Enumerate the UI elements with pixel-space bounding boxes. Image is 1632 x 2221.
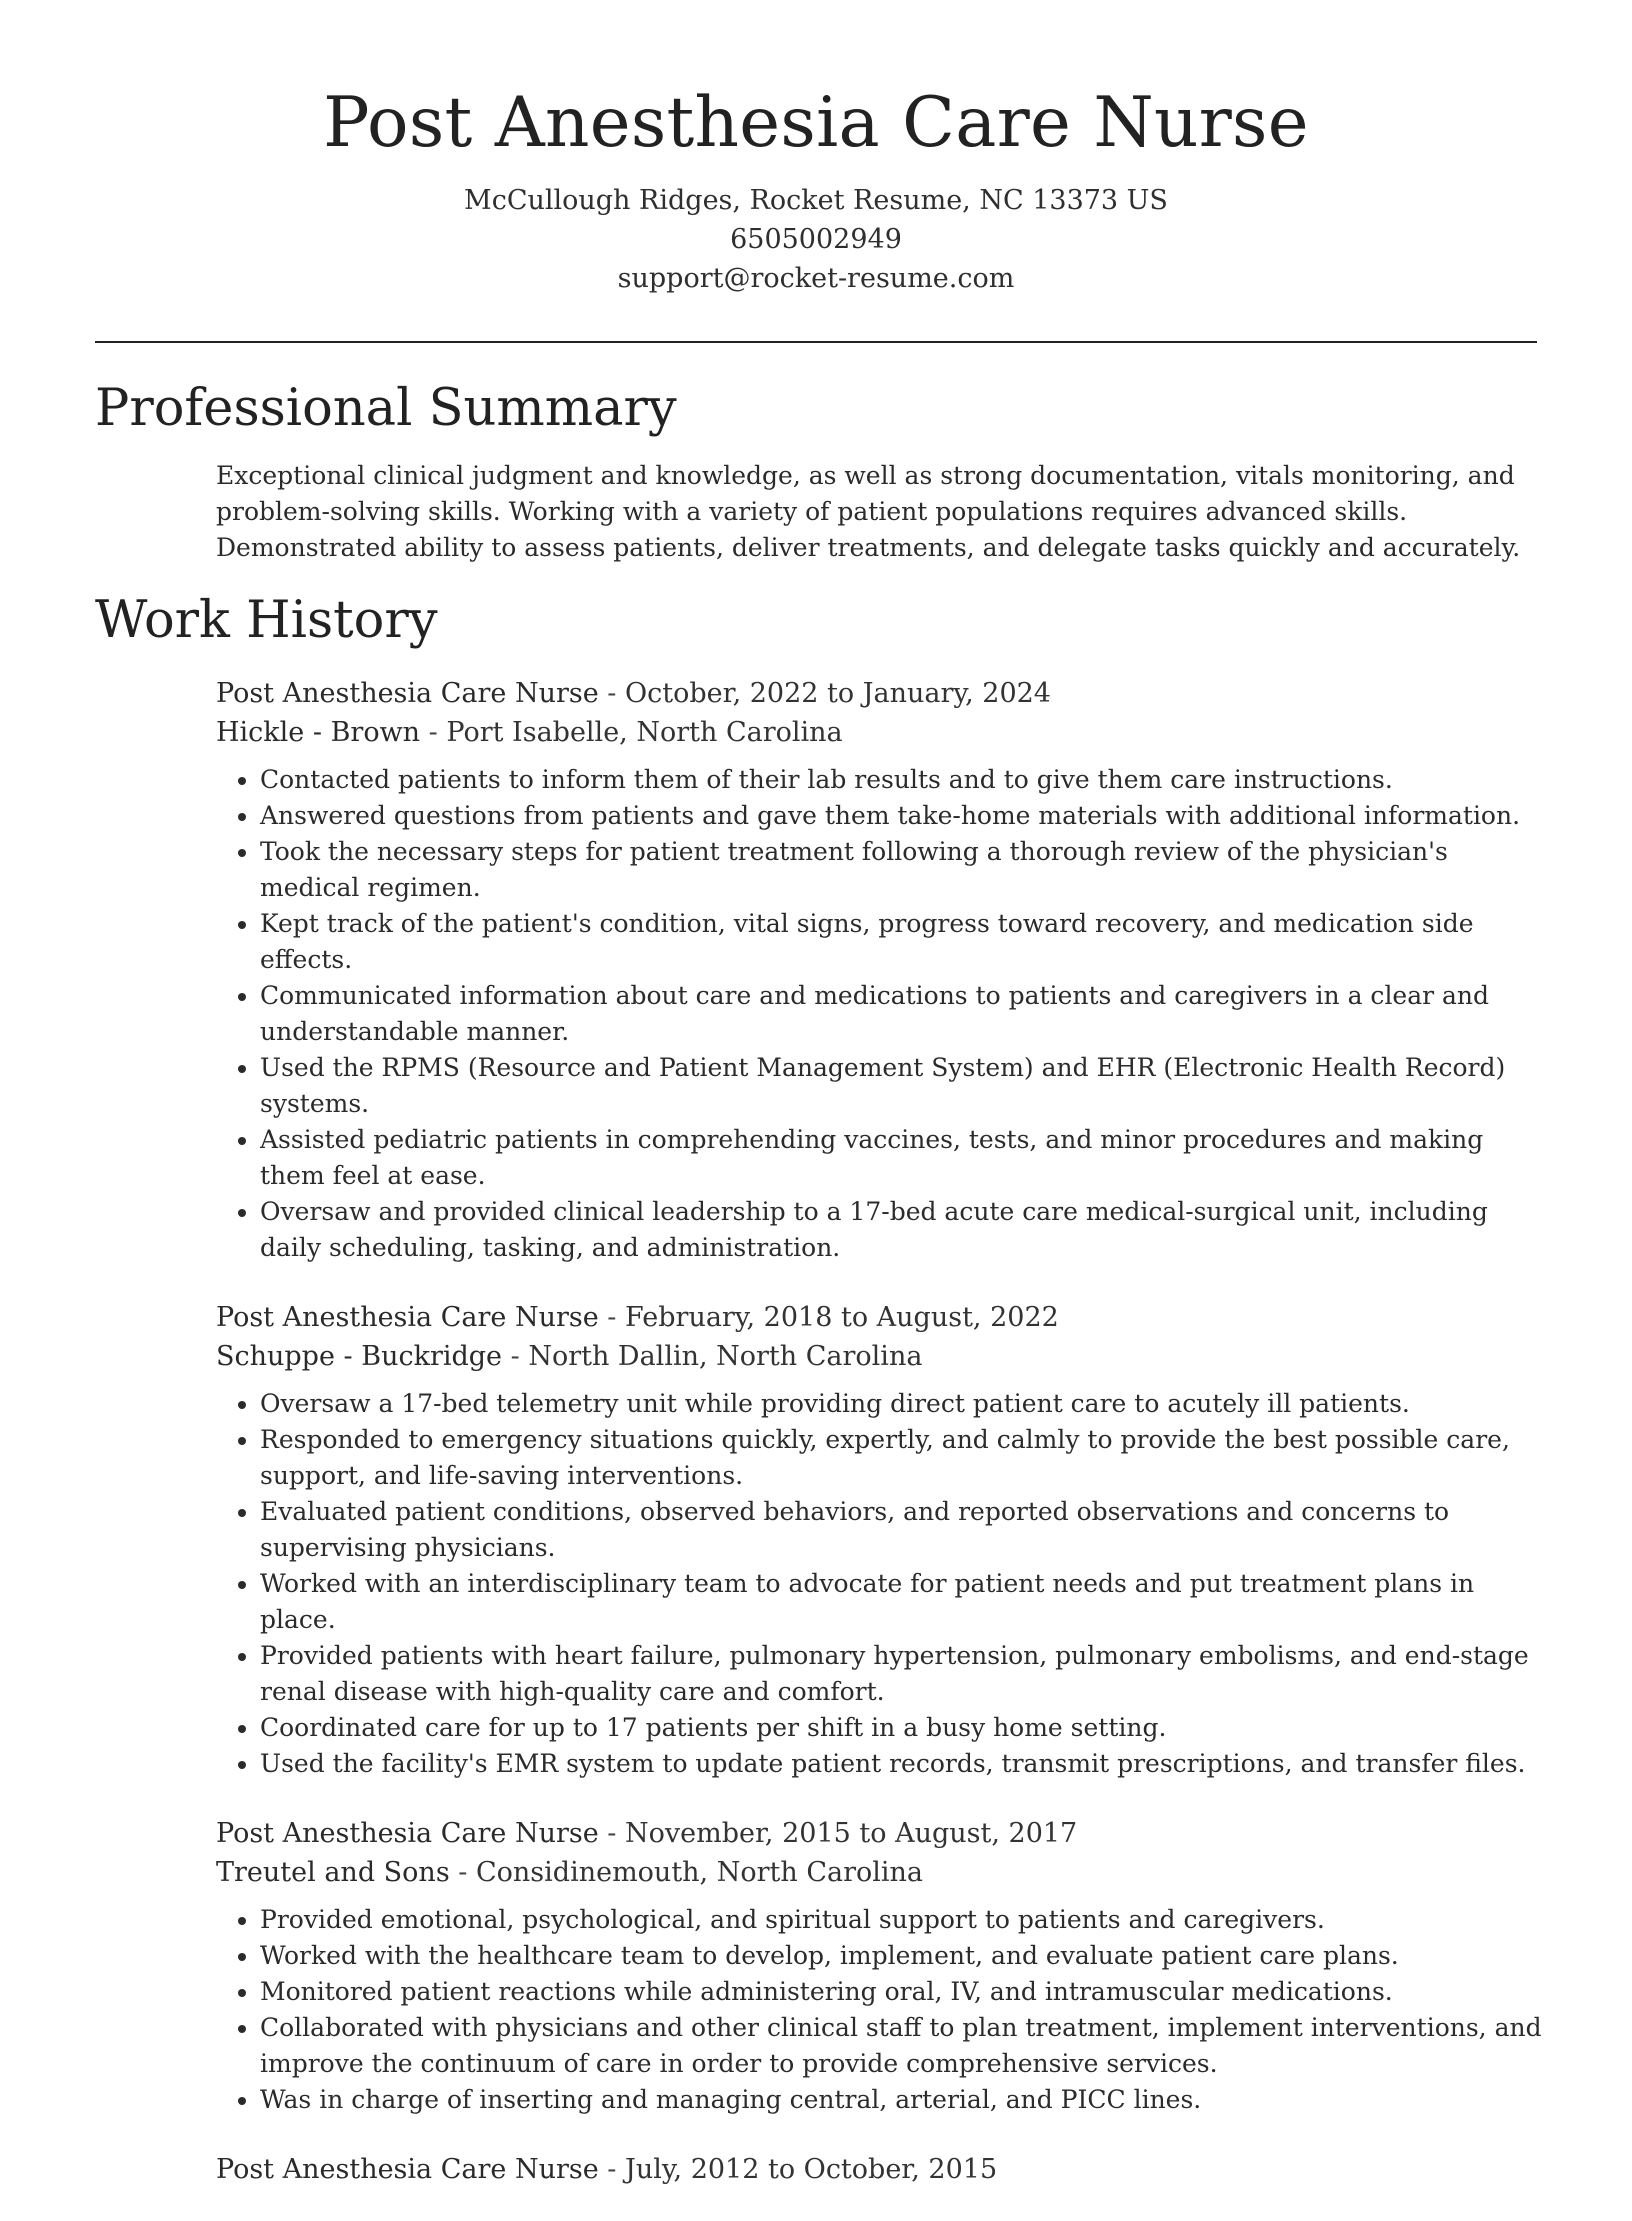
job-list bbox=[216, 674, 1546, 2221]
job-title: Post Anesthesia Care Nurse bbox=[216, 678, 599, 709]
job-company-line: Hickle - Brown - Port Isabelle, North Carolina bbox=[216, 717, 843, 748]
job-bullet: • Kept track of the patient's condition, vital signs, progress toward recovery, and medication side effects. bbox=[260, 906, 1546, 978]
job-bullet: • Evaluated patient conditions, observed behaviors, and reported observations and concerns to supervising physicians. bbox=[260, 1494, 1546, 1566]
job-bullet: • Provided patients with heart failure, pulmonary hypertension, pulmonary embolisms, and end-stage renal disease with high-quality care and comfort. bbox=[260, 1638, 1546, 1710]
job-bullet: • Oversaw a 17-bed telemetry unit while providing direct patient care to acutely ill patients. bbox=[260, 1386, 1546, 1422]
contact-block bbox=[0, 181, 1632, 298]
header-divider bbox=[95, 341, 1537, 343]
job-company-line: Treutel and Sons - Considinemouth, North Carolina bbox=[216, 1857, 924, 1888]
job-dates: February, 2018 to August, 2022 bbox=[625, 1302, 1059, 1333]
contact-phone: 6505002949 bbox=[730, 224, 902, 256]
job-dates: July, 2012 to October, 2015 bbox=[625, 2154, 998, 2185]
job-bullet: • Contacted patients to inform them of their lab results and to give them care instructions. bbox=[260, 762, 1546, 798]
job-company: Hickle - Brown bbox=[216, 717, 421, 748]
job-entry bbox=[216, 1814, 1546, 2118]
job-title-line: Post Anesthesia Care Nurse - October, 2022 to January, 2024 bbox=[216, 678, 1051, 709]
summary-text: Exceptional clinical judgment and knowledge, as well as strong documentation, vitals monitoring, and problem-solving skills. Working with a variety of patient populations requires advanced skills. Demonstrated ability to assess patients, deliver treatments, and delegate tasks quickly and accurately. bbox=[216, 461, 1521, 562]
contact-address: McCullough Ridges, Rocket Resume, NC 13373 US bbox=[464, 185, 1168, 217]
job-title-line: Post Anesthesia Care Nurse - November, 2015 to August, 2017 bbox=[216, 1818, 1078, 1849]
job-bullet: • Collaborated with physicians and other clinical staff to plan treatment, implement interventions, and improve the continuum of care in order to provide comprehensive services. bbox=[260, 2010, 1546, 2082]
job-bullet: • Used the facility's EMR system to update patient records, transmit prescriptions, and transfer files. bbox=[260, 1746, 1546, 1782]
job-bullet: • Used the RPMS (Resource and Patient Management System) and EHR (Electronic Health Record) systems. bbox=[260, 1050, 1546, 1122]
job-entry bbox=[216, 2150, 1546, 2189]
contact-email: support@rocket-resume.com bbox=[617, 263, 1015, 295]
job-company: Schuppe - Buckridge bbox=[216, 1341, 503, 1372]
job-location: Considinemouth, North Carolina bbox=[475, 1857, 924, 1888]
job-location: Port Isabelle, North Carolina bbox=[446, 717, 843, 748]
job-bullet: • Provided emotional, psychological, and spiritual support to patients and caregivers. bbox=[260, 1902, 1546, 1938]
job-bullet: • Was in charge of inserting and managing central, arterial, and PICC lines. bbox=[260, 2082, 1546, 2118]
candidate-name: Post Anesthesia Care Nurse bbox=[323, 83, 1309, 163]
job-entry bbox=[216, 1298, 1546, 1782]
job-bullet: • Assisted pediatric patients in comprehending vaccines, tests, and minor procedures and making them feel at ease. bbox=[260, 1122, 1546, 1194]
job-dates: October, 2022 to January, 2024 bbox=[625, 678, 1051, 709]
summary-heading: Professional Summary bbox=[95, 379, 677, 438]
job-bullet: • Answered questions from patients and gave them take-home materials with additional information. bbox=[260, 798, 1546, 834]
job-title: Post Anesthesia Care Nurse bbox=[216, 1818, 599, 1849]
job-bullets bbox=[216, 1386, 1546, 1782]
job-title: Post Anesthesia Care Nurse bbox=[216, 1302, 599, 1333]
job-company-line: Schuppe - Buckridge - North Dallin, North Carolina bbox=[216, 1341, 923, 1372]
job-company: Treutel and Sons bbox=[216, 1857, 450, 1888]
job-location: North Dallin, North Carolina bbox=[528, 1341, 923, 1372]
job-bullet: • Oversaw and provided clinical leadership to a 17-bed acute care medical-surgical unit, including daily scheduling, tasking, and administration. bbox=[260, 1194, 1546, 1266]
job-bullet: • Coordinated care for up to 17 patients per shift in a busy home setting. bbox=[260, 1710, 1546, 1746]
job-bullets bbox=[216, 762, 1546, 1266]
job-bullet: • Took the necessary steps for patient treatment following a thorough review of the physician's medical regimen. bbox=[260, 834, 1546, 906]
job-bullet: • Responded to emergency situations quickly, expertly, and calmly to provide the best possible care, support, and life-saving interventions. bbox=[260, 1422, 1546, 1494]
job-bullets bbox=[216, 1902, 1546, 2118]
job-title-line: Post Anesthesia Care Nurse - February, 2018 to August, 2022 bbox=[216, 1302, 1059, 1333]
work-history-heading: Work History bbox=[95, 591, 438, 650]
job-title: Post Anesthesia Care Nurse bbox=[216, 2154, 599, 2185]
job-bullet: • Monitored patient reactions while administering oral, IV, and intramuscular medications. bbox=[260, 1974, 1546, 2010]
resume-header bbox=[0, 0, 1632, 298]
job-dates: November, 2015 to August, 2017 bbox=[625, 1818, 1078, 1849]
job-bullet: • Worked with the healthcare team to develop, implement, and evaluate patient care plans. bbox=[260, 1938, 1546, 1974]
job-title-line: Post Anesthesia Care Nurse - July, 2012 to October, 2015 bbox=[216, 2154, 998, 2185]
job-entry bbox=[216, 674, 1546, 1266]
job-bullet: • Communicated information about care and medications to patients and caregivers in a clear and understandable manner. bbox=[260, 978, 1546, 1050]
job-bullet: • Worked with an interdisciplinary team to advocate for patient needs and put treatment plans in place. bbox=[260, 1566, 1546, 1638]
